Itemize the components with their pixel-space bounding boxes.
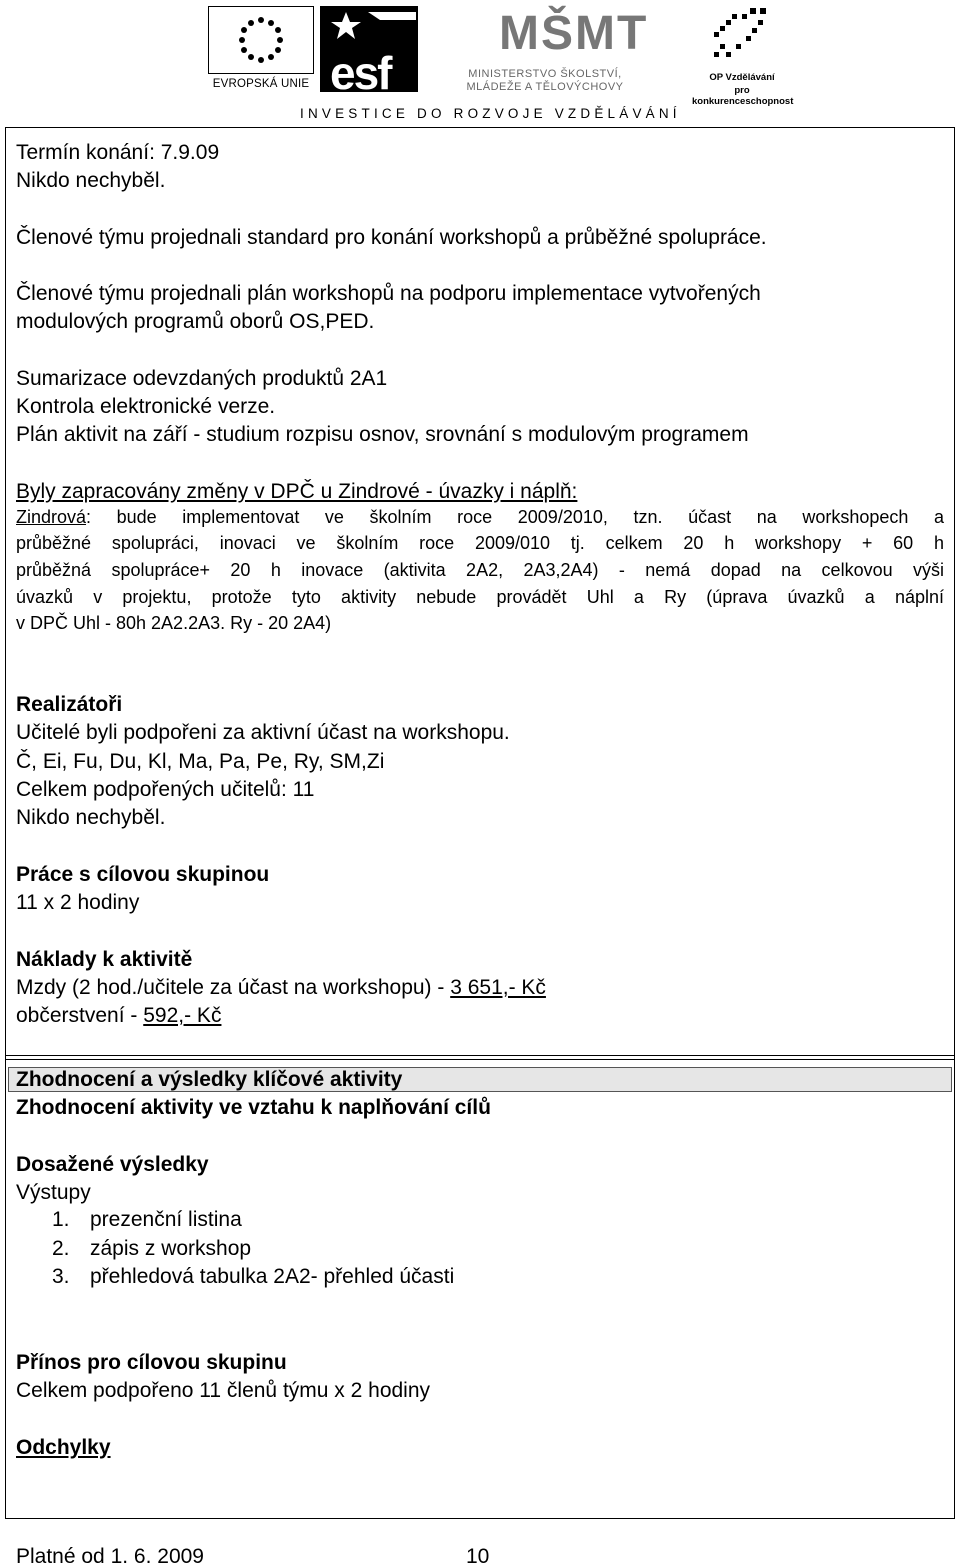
op-caption-line1: OP Vzdělávání <box>709 72 775 83</box>
op-logo <box>692 6 794 107</box>
realizatori-line-4: Nikdo nechyběl. <box>16 806 166 829</box>
meeting-paragraph-3a: Sumarizace odevzdaných produktů 2A1 <box>16 367 388 390</box>
target-group-value: 11 x 2 hodiny <box>16 891 140 914</box>
costs-refreshments-label: občerstvení - <box>16 1004 144 1027</box>
deviations-heading: Odchylky <box>16 1436 111 1459</box>
changes-line-1 <box>16 504 944 531</box>
meeting-date: Termín konání: 7.9.09 <box>16 141 220 164</box>
meeting-attendance: Nikdo nechyběl. <box>16 169 166 192</box>
msmt-caption-line2: MLÁDEŽE A TĚLOVÝCHOVY <box>466 81 624 93</box>
section-divider <box>5 1055 955 1060</box>
evaluation-heading: Zhodnocení a výsledky klíčové aktivity <box>16 1068 403 1091</box>
meeting-paragraph-1: Členové týmu projednali standard pro konání workshopů a průběžné spolupráce. <box>16 226 767 249</box>
op-caption-line2: pro konkurenceschopnost <box>692 85 794 107</box>
changes-heading: Byly zapracovány změny v DPČ u Zindrové - úvazky i náplň: <box>16 480 578 503</box>
eu-caption: EVROPSKÁ UNIE <box>212 78 310 90</box>
changes-line-1-text: : bude implementovat ve školním roce 2009/2010, tzn. účast na workshopech a <box>86 507 944 527</box>
output-number: 2. <box>52 1237 70 1260</box>
footer-page-number: 10 <box>466 1545 490 1567</box>
op-mark-icon <box>706 6 772 66</box>
output-item: přehledová tabulka 2A2- přehled účasti <box>90 1265 455 1288</box>
msmt-mark: MŠMT <box>499 7 649 60</box>
output-number: 1. <box>52 1208 70 1231</box>
costs-refreshments-value: 592,- Kč <box>143 1004 222 1027</box>
changes-person-name: Zindrová <box>16 507 87 527</box>
costs-heading: Náklady k aktivitě <box>16 948 193 971</box>
eu-flag-icon <box>208 6 314 74</box>
meeting-paragraph-2a: Členové týmu projednali plán workshopů na podporu implementace vytvořených <box>16 282 761 305</box>
changes-line-4: úvazků v projektu, protože tyto aktivity nebude provádět Uhl a Ry (úprava úvazků a náplní <box>16 587 944 607</box>
msmt-caption-line1: MINISTERSTVO ŠKOLSTVÍ, <box>468 68 622 80</box>
target-group-heading: Práce s cílovou skupinou <box>16 863 270 886</box>
benefit-text: Celkem podpořeno 11 členů týmu x 2 hodiny <box>16 1379 431 1402</box>
meeting-paragraph-4: Plán aktivit na září - studium rozpisu osnov, srovnání s modulovým programem <box>16 423 749 446</box>
meeting-paragraph-2b: modulových programů oborů OS,PED. <box>16 310 375 333</box>
outputs-label: Výstupy <box>16 1181 91 1204</box>
eu-logo <box>208 6 314 94</box>
esf-logo <box>320 6 418 99</box>
goal-evaluation-heading: Zhodnocení aktivity ve vztahu k naplňování cílů <box>16 1096 491 1119</box>
changes-line-3: průběžná spolupráce+ 20 h inovace (aktivita 2A2, 2A3,2A4) - nemá dopad na celkovou výši <box>16 560 944 580</box>
benefit-heading: Přínos pro cílovou skupinu <box>16 1351 287 1374</box>
costs-wages-value: 3 651,- Kč <box>450 976 546 999</box>
costs-wages-label: Mzdy (2 hod./učitele za účast na workshopu) - <box>16 976 451 999</box>
realizatori-heading: Realizátoři <box>16 693 123 716</box>
changes-line-5: v DPČ Uhl - 80h 2A2.2A3. Ry - 20 2A4) <box>16 613 332 633</box>
output-item: zápis z workshop <box>90 1237 252 1260</box>
costs-wages <box>16 975 546 1001</box>
header-logos <box>0 0 960 128</box>
output-number: 3. <box>52 1265 70 1288</box>
esf-logo-text: esf <box>330 47 391 99</box>
esf-logo-box <box>320 6 418 99</box>
meeting-paragraph-3b: Kontrola elektronické verze. <box>16 395 276 418</box>
results-heading: Dosažené výsledky <box>16 1153 209 1176</box>
msmt-logo <box>455 6 649 94</box>
realizatori-line-1: Učitelé byli podpořeni za aktivní účast na workshopu. <box>16 721 510 744</box>
realizatori-line-3: Celkem podpořených učitelů: 11 <box>16 778 315 801</box>
tagline: INVESTICE DO ROZVOJE VZDĚLÁVÁNÍ <box>300 106 681 121</box>
realizatori-line-2: Č, Ei, Fu, Du, Kl, Ma, Pa, Pe, Ry, SM,Zi <box>16 750 385 773</box>
output-item: prezenční listina <box>90 1208 242 1231</box>
costs-refreshments <box>16 1003 221 1029</box>
changes-line-2: průběžné spolupráci, inovaci ve školním roce 2009/010 tj. celkem 20 h workshopy + 60 h <box>16 533 944 553</box>
footer-valid-from: Platné od 1. 6. 2009 <box>16 1545 204 1567</box>
